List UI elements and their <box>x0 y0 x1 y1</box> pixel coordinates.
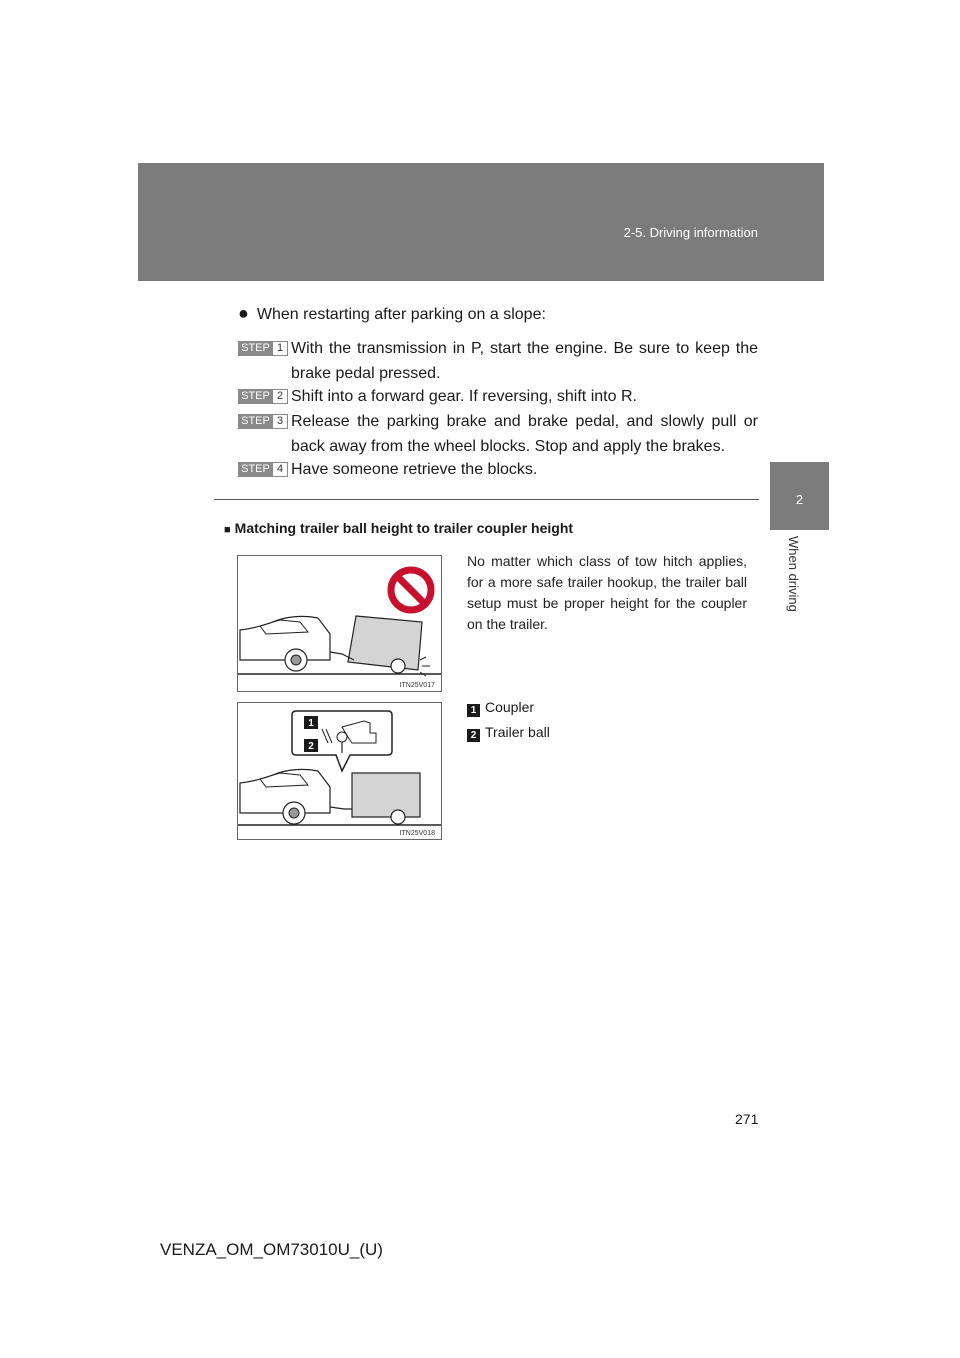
ball-shape <box>337 732 347 742</box>
figure-code: ITN25V017 <box>399 682 435 689</box>
trailer-box <box>352 773 420 817</box>
trailer-wheel <box>391 659 405 673</box>
legend-number: 1 <box>467 704 480 717</box>
footer-code: VENZA_OM_OM73010U_(U) <box>160 1240 383 1259</box>
step-badge: STEP 1 <box>238 341 288 356</box>
figure-incorrect-hookup <box>237 555 442 692</box>
header-band <box>138 163 824 281</box>
chapter-number: 2 <box>795 492 804 507</box>
legend-number: 2 <box>467 729 480 742</box>
svg-text:1: 1 <box>308 718 314 729</box>
step-text: Shift into a forward gear. If reversing, shift into R. <box>291 388 637 405</box>
square-bullet-icon: ■ <box>224 524 231 536</box>
step-badge: STEP 3 <box>238 414 288 429</box>
description: No matter which class of tow hitch applies, for a more safe trailer hookup, the trailer ball setup must be proper height for the coupler on the trailer. <box>467 553 747 632</box>
illustration-incorrect <box>238 556 441 691</box>
illustration-correct <box>238 703 441 839</box>
step-text: With the transmission in P, start the engine. Be sure to keep the brake pedal pressed. <box>291 340 758 382</box>
page-number: 271 <box>735 1111 759 1127</box>
prohibited-icon <box>391 570 431 610</box>
hitch <box>330 807 352 809</box>
step-text: Release the parking brake and brake pedal, and slowly pull or back away from the wheel blocks. Stop and apply the brakes. <box>291 413 758 455</box>
car-body <box>240 616 330 660</box>
step-badge: STEP 2 <box>238 389 288 404</box>
chapter-label: When driving <box>786 536 801 612</box>
svg-text:2: 2 <box>308 741 314 752</box>
section-divider <box>214 499 759 500</box>
figure-correct-hookup <box>237 702 442 840</box>
legend-item-1 <box>467 699 534 717</box>
bullet-text: When restarting after parking on a slope: <box>256 306 546 323</box>
step-text: Have someone retrieve the blocks. <box>291 461 538 478</box>
section-title: 2-5. Driving information <box>623 225 758 240</box>
step-badge: STEP 4 <box>238 462 288 477</box>
step-4 <box>238 457 758 482</box>
bullet-icon: ● <box>238 303 249 323</box>
step-2 <box>238 384 758 409</box>
legend-item-2 <box>467 724 550 742</box>
bullet-heading <box>238 303 546 324</box>
step-3 <box>238 409 758 459</box>
subheading <box>224 520 573 536</box>
chapter-tab <box>770 462 829 530</box>
step-1 <box>238 336 758 386</box>
hitch <box>330 652 346 656</box>
subheading-text: Matching trailer ball height to trailer coupler height <box>234 520 574 536</box>
legend-label: Trailer ball <box>485 724 550 740</box>
trailer-box <box>348 616 422 670</box>
figure-code: ITN25V018 <box>399 830 435 837</box>
trailer-wheel <box>391 810 405 824</box>
legend-label: Coupler <box>485 699 535 715</box>
